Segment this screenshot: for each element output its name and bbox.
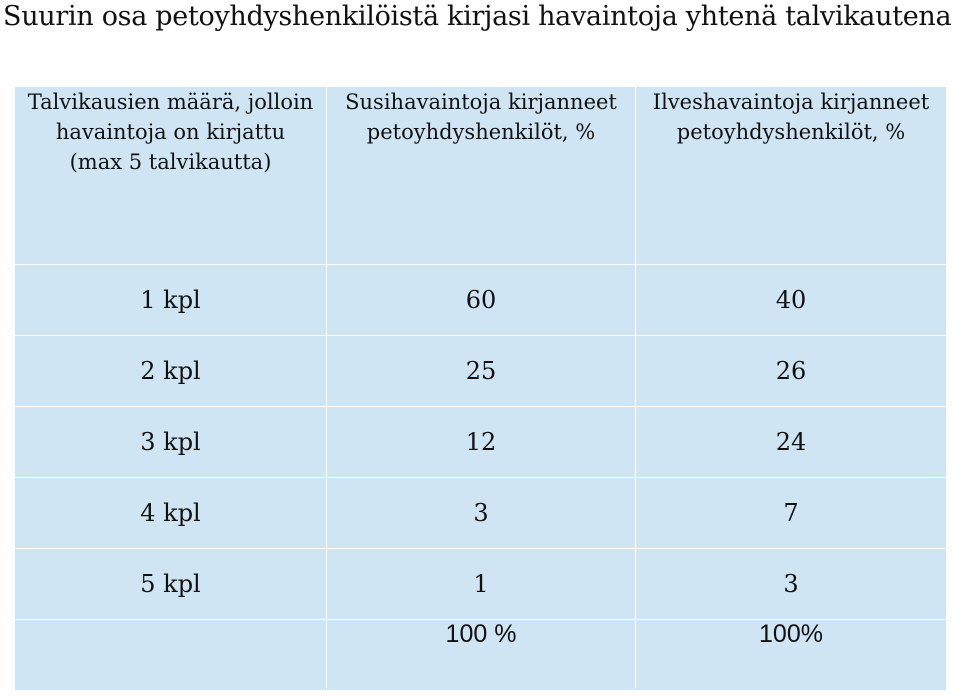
header-winter-seasons — [15, 87, 327, 265]
table-row — [15, 549, 947, 620]
table-total-row — [15, 620, 947, 691]
table-row — [15, 407, 947, 478]
cell-count: 2 kpl — [15, 336, 327, 407]
header-line: havaintoja on kirjattu — [55, 120, 286, 144]
cell-count: 4 kpl — [15, 478, 327, 549]
cell-count: 1 kpl — [15, 265, 327, 336]
cell-wolf: 1 — [327, 549, 636, 620]
cell-total-wolf: 100 % — [327, 620, 636, 691]
header-line: Ilveshavaintoja kirjanneet — [652, 90, 930, 114]
cell-count: 3 kpl — [15, 407, 327, 478]
cell-lynx: 40 — [636, 265, 947, 336]
cell-wolf: 3 — [327, 478, 636, 549]
observation-table — [14, 86, 947, 691]
cell-wolf: 25 — [327, 336, 636, 407]
cell-lynx: 3 — [636, 549, 947, 620]
header-lynx-percent — [636, 87, 947, 265]
header-line: petoyhdyshenkilöt, % — [676, 120, 906, 144]
table-row — [15, 265, 947, 336]
page-title: Suurin osa petoyhdyshenkilöistä kirjasi havaintoja yhtenä talvikautena — [3, 1, 952, 32]
header-line: Talvikausien määrä, jolloin — [27, 90, 314, 114]
header-line: (max 5 talvikautta) — [69, 150, 272, 174]
table-header-row — [15, 87, 947, 265]
cell-total-count — [15, 620, 327, 691]
cell-lynx: 26 — [636, 336, 947, 407]
header-line: petoyhdyshenkilöt, % — [366, 120, 596, 144]
cell-count: 5 kpl — [15, 549, 327, 620]
cell-wolf: 60 — [327, 265, 636, 336]
cell-lynx: 7 — [636, 478, 947, 549]
cell-lynx: 24 — [636, 407, 947, 478]
cell-wolf: 12 — [327, 407, 636, 478]
table-row — [15, 336, 947, 407]
header-wolf-percent — [327, 87, 636, 265]
header-line: Susihavaintoja kirjanneet — [345, 90, 617, 114]
table-row — [15, 478, 947, 549]
cell-total-lynx: 100% — [636, 620, 947, 691]
